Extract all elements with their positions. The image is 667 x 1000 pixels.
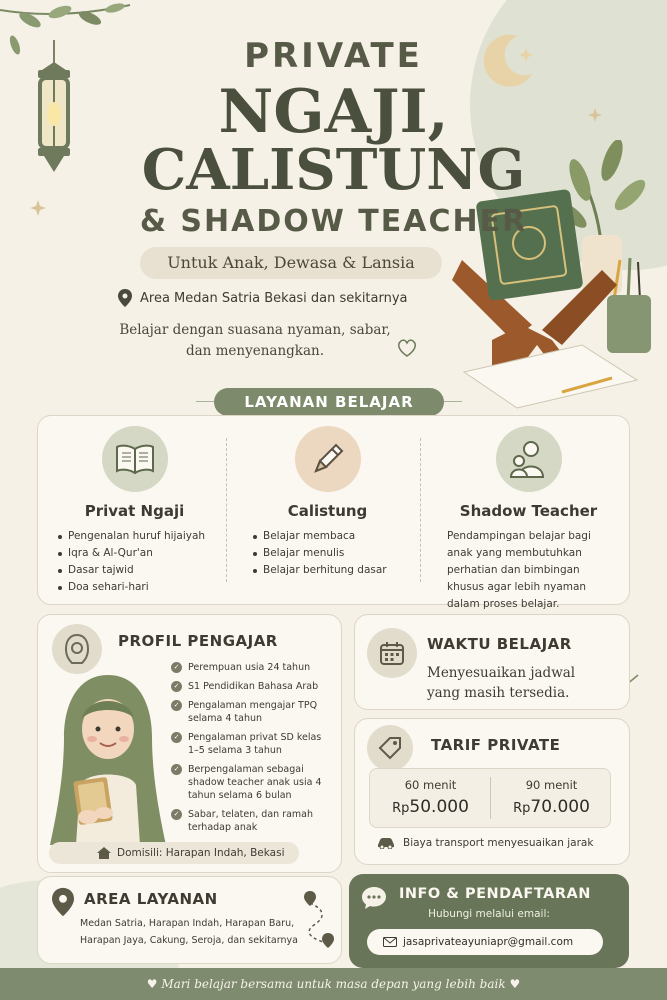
teacher-illustration — [46, 667, 171, 845]
schedule-line: Menyesuaikan jadwal — [427, 665, 576, 681]
title-ngaji: NGAJI, — [218, 77, 449, 147]
service-icon — [496, 426, 562, 492]
profile-heading: PROFIL PENGAJAR — [118, 632, 278, 650]
divider — [420, 438, 421, 582]
list-item-text: Perempuan usia 24 tahun — [188, 662, 311, 673]
price-tag-badge — [367, 725, 413, 771]
car-icon — [377, 837, 395, 849]
price-duration: 90 menit — [525, 778, 578, 792]
audience-badge: Untuk Anak, Dewasa & Lansia — [140, 247, 442, 279]
service-area-line: Harapan Jaya, Cakung, Seroja, dan sekitarnya — [80, 935, 298, 946]
list-item — [171, 763, 331, 802]
schedule-line: yang masih tersedia. — [427, 685, 570, 701]
footer-text: Mari belajar bersama untuk masa depan yang lebih baik — [161, 977, 506, 991]
service-area-text — [80, 915, 298, 949]
list-item: Doa sehari-hari — [58, 579, 231, 596]
price-currency: Rp — [392, 801, 410, 816]
list-item-text: Sabar, telaten, dan ramah terhadap anak — [188, 809, 314, 833]
list-item: Belajar berhitung dasar — [253, 562, 424, 579]
price-currency: Rp — [513, 801, 531, 816]
check-icon: ✓ — [171, 809, 182, 820]
list-item-text: Berpengalaman sebagai shadow teacher anak usia 4 tahun selama 6 bulan — [188, 764, 322, 801]
list-item — [171, 661, 331, 674]
price-tag-icon — [378, 736, 402, 760]
title-shadow-teacher: & SHADOW TEACHER — [139, 204, 528, 239]
price-table — [369, 768, 611, 828]
check-icon: ✓ — [171, 764, 182, 775]
email-address: jasaprivateayuniapr@gmail.com — [403, 936, 574, 948]
domicile-text: Domisili: Harapan Indah, Bekasi — [117, 847, 285, 859]
domicile-badge — [49, 842, 299, 864]
list-item: Dasar tajwid — [58, 562, 231, 579]
area-text: Area Medan Satria Bekasi dan sekitarnya — [140, 290, 408, 306]
list-item: Pengenalan huruf hijaiyah — [58, 528, 231, 545]
email-link[interactable] — [367, 929, 603, 955]
check-icon: ✓ — [171, 700, 182, 711]
service-icon — [102, 426, 168, 492]
envelope-icon — [383, 937, 397, 947]
route-icon — [302, 891, 336, 951]
services-card — [37, 415, 630, 610]
service-icon — [295, 426, 361, 492]
footer-banner — [0, 968, 667, 1000]
service-title: Calistung — [287, 502, 368, 520]
contact-heading: INFO & PENDAFTARAN — [399, 886, 591, 902]
schedule-heading: WAKTU BELAJAR — [427, 635, 572, 653]
list-item: Belajar membaca — [253, 528, 424, 545]
price-amount: 70.000 — [530, 797, 590, 817]
check-icon: ✓ — [171, 732, 182, 743]
list-item: Iqra & Al-Qur'an — [58, 545, 231, 562]
price-value — [370, 797, 491, 817]
price-option — [370, 769, 491, 827]
service-area-line: Medan Satria, Harapan Indah, Harapan Baru, — [80, 918, 295, 929]
title-calistung: CALISTUNG — [141, 137, 526, 203]
services-heading: LAYANAN BELAJAR — [214, 388, 444, 416]
schedule-card — [354, 614, 630, 710]
heart-icon: ♥ — [146, 977, 158, 991]
service-title: Privat Ngaji — [84, 502, 185, 520]
title-private: PRIVATE — [244, 36, 423, 76]
list-item — [171, 680, 331, 693]
profile-card — [37, 614, 342, 873]
heart-icon: ♥ — [509, 977, 521, 991]
chat-bubble-icon — [361, 886, 387, 910]
list-item-text: Pengalaman privat SD kelas 1–5 selama 3 tahun — [188, 732, 322, 756]
tagline — [105, 320, 405, 362]
transport-note — [377, 837, 593, 849]
service-shadow-teacher — [431, 416, 626, 610]
tagline-line: Belajar dengan suasana nyaman, sabar, — [119, 322, 391, 338]
pencil-icon — [308, 439, 348, 479]
house-icon — [97, 847, 111, 859]
service-area-heading: AREA LAYANAN — [84, 890, 218, 908]
map-pin-icon — [118, 289, 132, 307]
list-item — [171, 731, 331, 757]
map-pin-icon — [52, 887, 74, 917]
tagline-line: dan menyenangkan. — [185, 343, 325, 359]
service-calistung — [231, 416, 424, 604]
teacher-child-icon — [507, 437, 551, 481]
price-value — [491, 797, 612, 817]
schedule-text — [427, 663, 575, 703]
divider — [196, 401, 214, 402]
service-area-card — [37, 876, 342, 964]
list-item: Belajar menulis — [253, 545, 424, 562]
service-privat-ngaji — [38, 416, 231, 604]
list-item-text: S1 Pendidikan Bahasa Arab — [188, 681, 319, 692]
service-description: Pendampingan belajar bagi anak yang membutuhkan perhatian dan bimbingan khusus agar lebih nyaman dalam proses belajar. — [447, 530, 591, 610]
price-amount: 50.000 — [409, 797, 469, 817]
profile-points — [171, 661, 331, 840]
area-location — [118, 287, 408, 309]
list-item — [171, 699, 331, 725]
calendar-badge — [367, 628, 417, 678]
contact-subtitle: Hubungi melalui email: — [428, 908, 550, 920]
divider — [226, 438, 227, 582]
price-duration: 60 menit — [404, 778, 457, 792]
list-item — [171, 808, 331, 834]
divider — [444, 401, 462, 402]
price-option — [491, 769, 612, 827]
service-points — [231, 528, 424, 579]
check-icon: ✓ — [171, 681, 182, 692]
open-quran-icon — [115, 443, 155, 475]
transport-text: Biaya transport menyesuaikan jarak — [403, 837, 594, 849]
calendar-icon — [379, 640, 405, 666]
service-title: Shadow Teacher — [459, 502, 598, 520]
check-icon: ✓ — [171, 662, 182, 673]
list-item-text: Pengalaman mengajar TPQ selama 4 tahun — [188, 700, 318, 724]
hijab-woman-icon — [62, 633, 92, 665]
pricing-heading: TARIF PRIVATE — [431, 736, 561, 754]
service-points — [38, 528, 231, 596]
